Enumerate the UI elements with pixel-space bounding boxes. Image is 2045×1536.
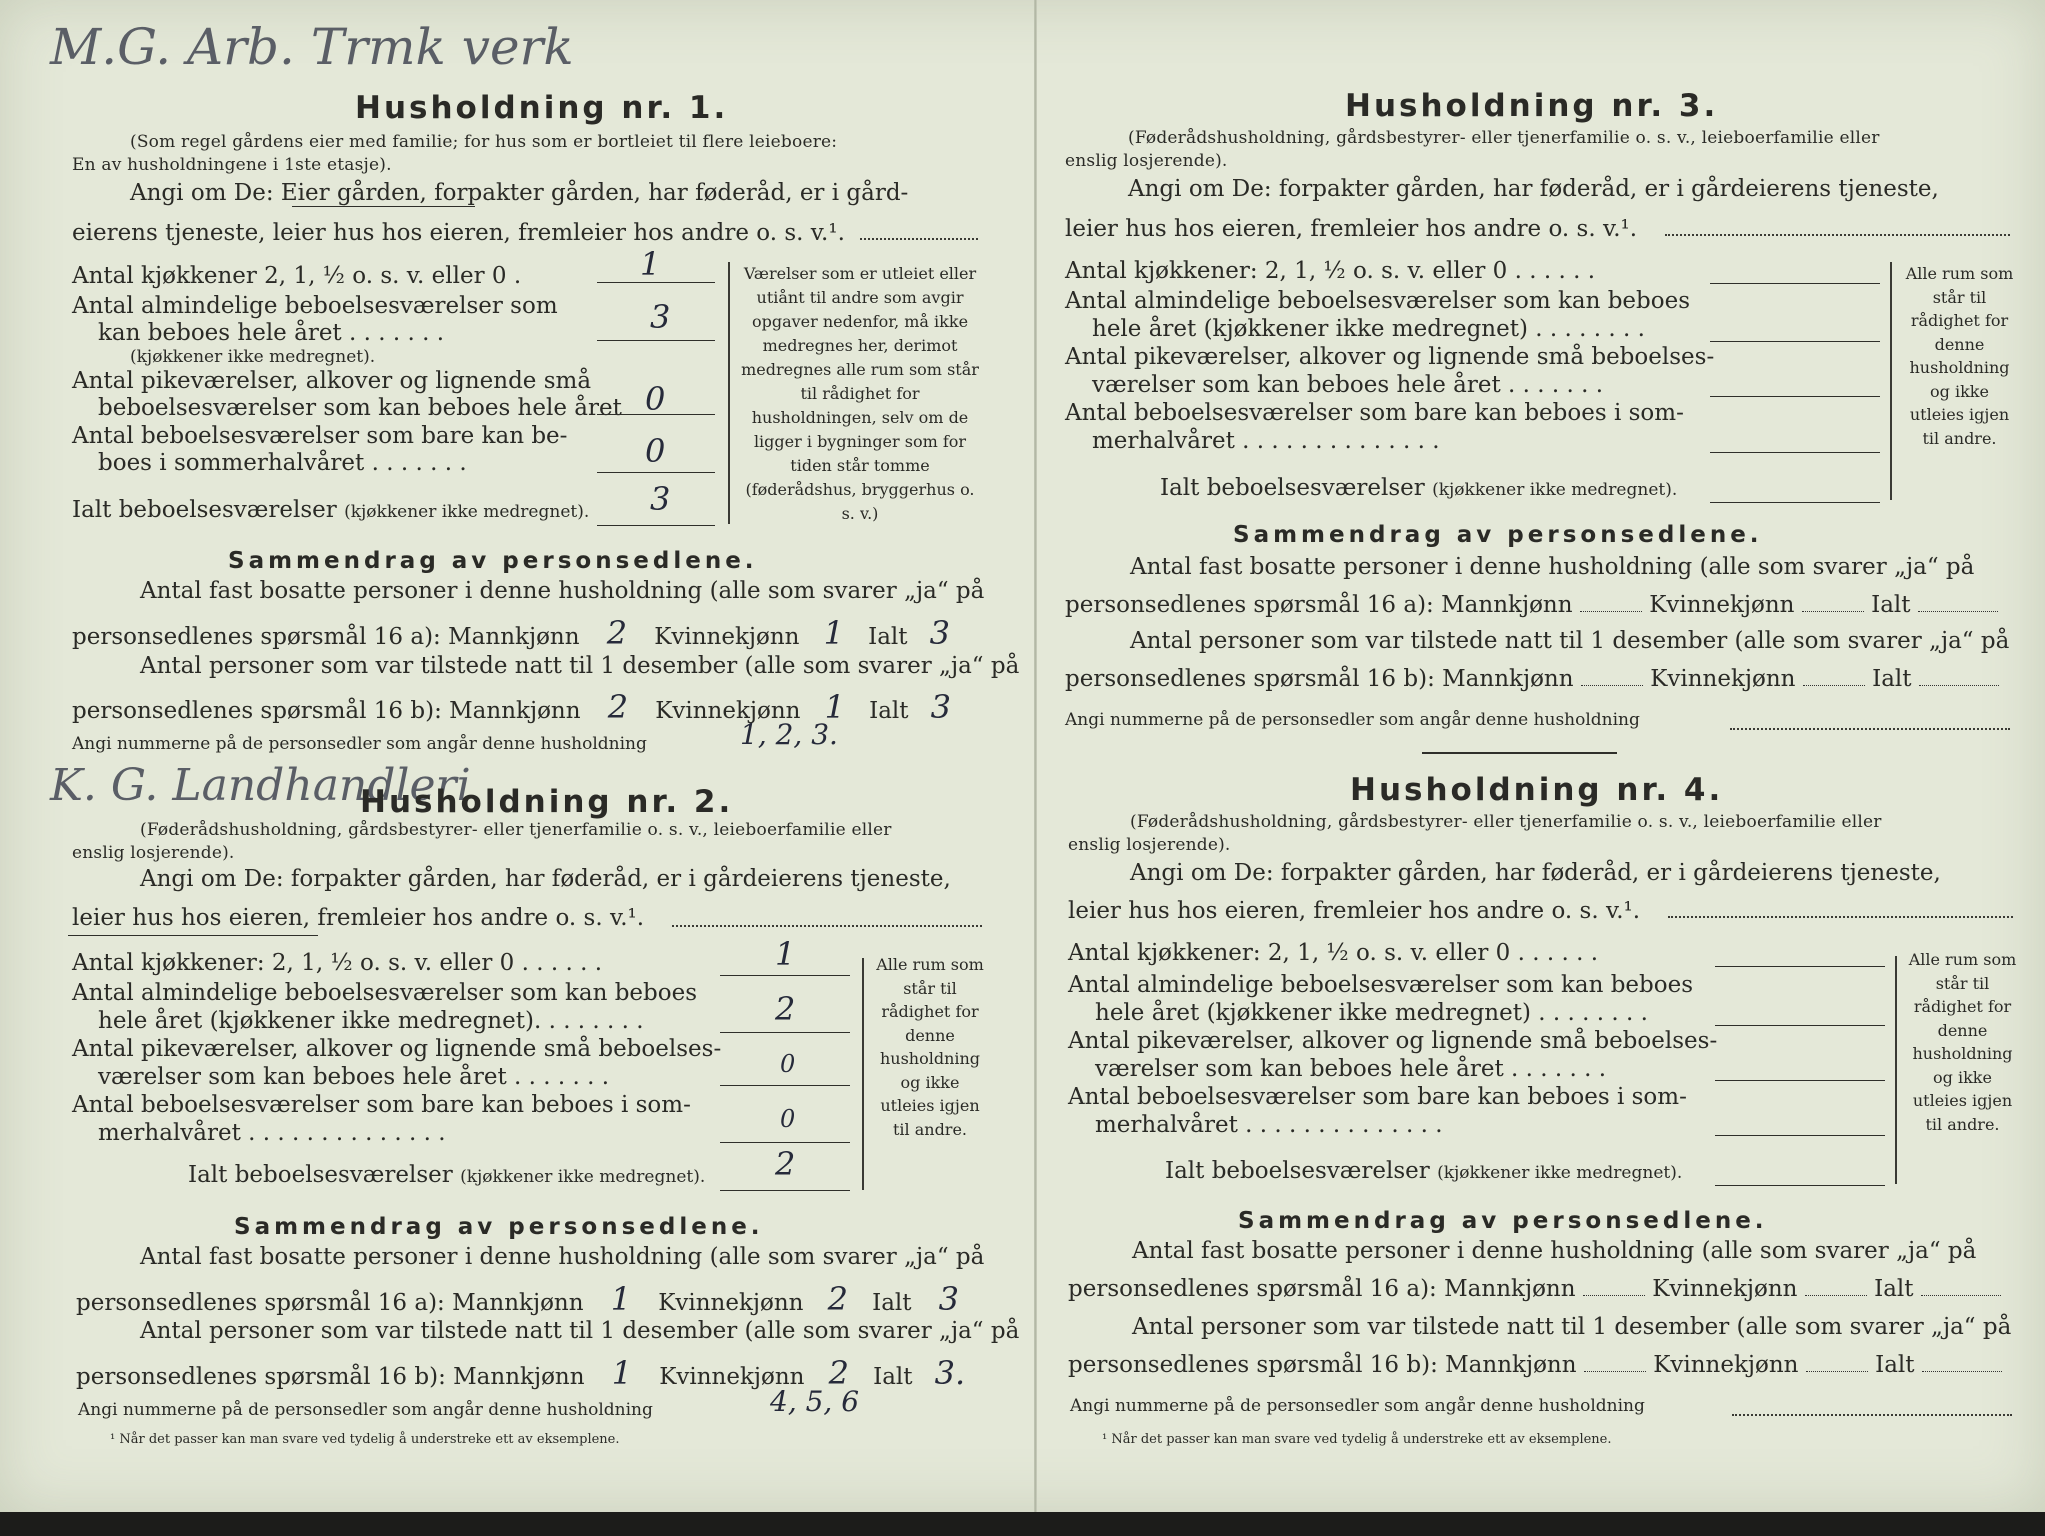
- h2-s1-female-label: Kvinnekjønn: [658, 1290, 804, 1316]
- h4-total-label: Ialt beboelsesværelser: [1165, 1158, 1430, 1184]
- h3-total-label: Ialt beboelsesværelser: [1160, 475, 1425, 501]
- answer-line: [597, 414, 715, 415]
- h1-total-label: Ialt beboelsesværelser: [72, 497, 337, 523]
- household-1-sub2: En av husholdningene i 1ste etasje).: [72, 155, 392, 175]
- household-4-sub2: enslig losjerende).: [1068, 835, 1231, 855]
- h3-row-small-rooms-a: Antal pikeværelser, alkover og lignende små beboelses-: [1065, 344, 1715, 370]
- answer-line: [1715, 1080, 1885, 1081]
- household-1-sub1: (Som regel gårdens eier med familie; for hus som er bortleiet til flere leieboere:: [130, 132, 838, 152]
- h4-s2-male-blank: [1584, 1371, 1646, 1372]
- h3-summary-line1a: Antal fast bosatte personer i denne husholdning (alle som svarer „ja“ på: [1130, 554, 1975, 580]
- h3-s2-total-blank: [1919, 685, 1999, 686]
- h2-side-note: Alle rum som står til rådighet for denne husholdning og ikke utleies igjen til andre.: [876, 955, 984, 1139]
- h2-value-kitchens: 1: [775, 935, 796, 973]
- h4-s2-female-label: Kvinnekjønn: [1653, 1352, 1799, 1378]
- h1-s1-female: 1: [823, 614, 844, 652]
- answer-line: [720, 975, 850, 976]
- household-3-title: Husholdning nr. 3.: [1345, 88, 1719, 124]
- h2-s1-female: 2: [827, 1280, 848, 1318]
- h3-numbers-label: Angi nummerne på de personsedler som angår denne husholdning: [1065, 710, 1640, 730]
- h3-row-small-rooms-b: værelser som kan beboes hele året . . . . . . .: [1092, 372, 1604, 398]
- h2-row-summer-rooms-b: merhalvåret . . . . . . . . . . . . . .: [98, 1120, 446, 1146]
- h1-s2-female: 1: [824, 688, 845, 726]
- h3-s1-total-label: Ialt: [1871, 592, 1911, 618]
- h1-row-small-rooms-b: beboelsesværelser som kan beboes hele året: [98, 395, 622, 421]
- h2-numbers-value: 4, 5, 6: [770, 1385, 860, 1418]
- h4-row-common-rooms-a: Antal almindelige beboelsesværelser som kan beboes: [1068, 972, 1694, 998]
- h2-row-common-rooms-b: hele året (kjøkkener ikke medregnet). . . . . . . .: [98, 1008, 644, 1034]
- household-1-title: Husholdning nr. 1.: [355, 90, 729, 126]
- household-3-question-b: leier hus hos eieren, fremleier hos andre o. s. v.¹.: [1065, 216, 1638, 242]
- answer-line: [1715, 1185, 1885, 1186]
- h2-s2-label: personsedlenes spørsmål 16 b): Mannkjønn: [76, 1364, 585, 1390]
- underline-eier-garden: [292, 206, 475, 207]
- h1-s1-male: 2: [606, 614, 628, 652]
- h3-s2-female-label: Kvinnekjønn: [1650, 666, 1796, 692]
- h1-summary-line2a: Antal personer som var tilstede natt til 1 desember (alle som svarer „ja“ på: [140, 653, 1020, 679]
- h2-summary-line2a: Antal personer som var tilstede natt til 1 desember (alle som svarer „ja“ på: [140, 1318, 1020, 1344]
- h1-value-total: 3: [650, 480, 671, 518]
- h1-s2-total-label: Ialt: [869, 698, 909, 724]
- h4-total-note: (kjøkkener ikke medregnet).: [1437, 1163, 1683, 1183]
- h4-summary-line2a: Antal personer som var tilstede natt til 1 desember (alle som svarer „ja“ på: [1132, 1314, 2012, 1340]
- household-2-title: Husholdning nr. 2.: [360, 784, 734, 820]
- household-3-sub2: enslig losjerende).: [1065, 151, 1228, 171]
- h1-total-note: (kjøkkener ikke medregnet).: [344, 502, 590, 522]
- h4-row-summer-rooms-b: merhalvåret . . . . . . . . . . . . . .: [1095, 1112, 1443, 1138]
- left-page: [0, 0, 1030, 1512]
- h3-summary-title: Sammendrag av personsedlene.: [1233, 522, 1763, 548]
- h2-s2-male: 1: [611, 1354, 633, 1392]
- h4-s1-female-label: Kvinnekjønn: [1652, 1276, 1798, 1302]
- h3-s1-male-blank: [1580, 611, 1642, 612]
- h2-summary-line1b: [76, 1280, 979, 1318]
- h2-total-label: Ialt beboelsesværelser: [188, 1162, 453, 1188]
- h4-summary-line1b: [1068, 1276, 2001, 1302]
- side-brace: [1890, 262, 1892, 500]
- h2-row-summer-rooms-a: Antal beboelsesværelser som bare kan beboes i som-: [72, 1092, 691, 1118]
- right-page: [1040, 0, 2045, 1512]
- h1-s2-label: personsedlenes spørsmål 16 b): Mannkjønn: [72, 698, 581, 724]
- h1-s2-total: 3: [930, 688, 952, 726]
- answer-line: [1710, 283, 1880, 284]
- h1-value-common-rooms: 3: [650, 298, 671, 336]
- section-divider: [1422, 752, 1617, 754]
- side-brace: [862, 958, 864, 1190]
- household-2-sub1: (Føderådshusholdning, gårdsbestyrer- eller tjenerfamilie o. s. v., leieboerfamilie eller: [140, 820, 892, 840]
- answer-line: [1668, 916, 2013, 918]
- h2-value-common-rooms: 2: [775, 990, 796, 1028]
- h4-s1-male-blank: [1583, 1295, 1645, 1296]
- h3-s1-female-label: Kvinnekjønn: [1649, 592, 1795, 618]
- answer-line: [672, 925, 982, 927]
- h3-side-note: Alle rum som står til rådighet for denne husholdning og ikke utleies igjen til andre.: [1905, 264, 2014, 448]
- h1-numbers-value: 1, 2, 3.: [740, 718, 838, 751]
- h3-row-total: [1160, 475, 1677, 501]
- answer-line: [1665, 234, 2010, 236]
- h4-s2-female-blank: [1806, 1371, 1868, 1372]
- answer-line: [1710, 396, 1880, 397]
- h2-row-total: [188, 1162, 705, 1188]
- h2-s2-total: 3.: [934, 1354, 966, 1392]
- answer-line: [1710, 502, 1880, 503]
- h2-row-kitchens: Antal kjøkkener: 2, 1, ½ o. s. v. eller 0 . . . . . .: [72, 950, 603, 976]
- h1-s2-male: 2: [607, 688, 629, 726]
- h2-s2-total-label: Ialt: [873, 1364, 913, 1390]
- h1-numbers-label: Angi nummerne på de personsedler som angår denne husholdning: [72, 734, 647, 754]
- h4-summary-line1a: Antal fast bosatte personer i denne husholdning (alle som svarer „ja“ på: [1132, 1238, 1977, 1264]
- h1-s2-female-label: Kvinnekjønn: [655, 698, 801, 724]
- answer-line: [597, 340, 715, 341]
- h1-s1-label: personsedlenes spørsmål 16 a): Mannkjønn: [72, 624, 580, 650]
- answer-line: [597, 525, 715, 526]
- h2-s1-total-label: Ialt: [872, 1290, 912, 1316]
- h2-s2-female: 2: [828, 1354, 849, 1392]
- h4-s1-total-label: Ialt: [1874, 1276, 1914, 1302]
- household-4-sub1: (Føderådshusholdning, gårdsbestyrer- eller tjenerfamilie o. s. v., leieboerfamilie eller: [1130, 812, 1882, 832]
- h2-value-summer-rooms: 0: [780, 1105, 796, 1133]
- h1-row-kitchens: Antal kjøkkener 2, 1, ½ o. s. v. eller 0 .: [72, 263, 522, 289]
- h3-row-common-rooms-b: hele året (kjøkkener ikke medregnet) . . . . . . . .: [1092, 316, 1645, 342]
- h4-row-summer-rooms-a: Antal beboelsesværelser som bare kan beboes i som-: [1068, 1084, 1687, 1110]
- h2-s1-male: 1: [610, 1280, 632, 1318]
- h2-s2-female-label: Kvinnekjønn: [659, 1364, 805, 1390]
- household-2-question-b: leier hus hos eieren, fremleier hos andre o. s. v.¹.: [72, 905, 645, 931]
- answer-line: [1715, 1025, 1885, 1026]
- h4-row-common-rooms-b: hele året (kjøkkener ikke medregnet) . . . . . . . .: [1095, 1000, 1648, 1026]
- h1-row-common-rooms-a: Antal almindelige beboelsesværelser som: [72, 293, 558, 319]
- h3-summary-line2a: Antal personer som var tilstede natt til 1 desember (alle som svarer „ja“ på: [1130, 628, 2010, 654]
- h1-s1-total: 3: [929, 614, 951, 652]
- h2-numbers-label: Angi nummerne på de personsedler som angår denne husholdning: [78, 1400, 653, 1420]
- h1-value-kitchens: 1: [640, 245, 661, 283]
- side-brace: [728, 262, 730, 524]
- h4-s1-female-blank: [1805, 1295, 1867, 1296]
- right-footnote: ¹ Når det passer kan man svare ved tydelig å understreke ett av eksemplene.: [1102, 1432, 1612, 1447]
- h1-value-summer-rooms: 0: [645, 432, 666, 470]
- h1-row-common-rooms-b: kan beboes hele året . . . . . . .: [98, 320, 445, 346]
- h1-side-note: Værelser som er utleiet eller utiånt til andre som avgir opgaver nedenfor, må ikke medregnes her, derimot medregnes alle rum som står til rådighet for husholdningen, selv om de ligger i bygninger som for tiden står tomme (føderådshus, bryggerhus o. s. v.): [741, 264, 979, 523]
- left-footnote: ¹ Når det passer kan man svare ved tydelig å understreke ett av eksemplene.: [110, 1432, 620, 1447]
- h1-s1-total-label: Ialt: [868, 624, 908, 650]
- h4-summary-line2b: [1068, 1352, 2002, 1378]
- h1-row-small-rooms-a: Antal pikeværelser, alkover og lignende små: [72, 368, 592, 394]
- household-4-question-a: Angi om De: forpakter gården, har føderåd, er i gårdeierens tjeneste,: [1130, 860, 1941, 886]
- h4-s2-total-label: Ialt: [1875, 1352, 1915, 1378]
- answer-line: [1715, 1135, 1885, 1136]
- household-2-sub2: enslig losjerende).: [72, 843, 235, 863]
- household-3-sub1: (Føderådshusholdning, gårdsbestyrer- eller tjenerfamilie o. s. v., leieboerfamilie eller: [1128, 128, 1880, 148]
- answer-line: [1730, 728, 2010, 730]
- h3-s1-total-blank: [1918, 611, 1998, 612]
- h4-s1-label: personsedlenes spørsmål 16 a): Mannkjønn: [1068, 1276, 1576, 1302]
- h4-s2-label: personsedlenes spørsmål 16 b): Mannkjønn: [1068, 1352, 1577, 1378]
- h3-summary-line2b: [1065, 666, 1999, 692]
- answer-line: [720, 1032, 850, 1033]
- h1-s1-female-label: Kvinnekjønn: [654, 624, 800, 650]
- h3-s2-male-blank: [1581, 685, 1643, 686]
- h2-summary-title: Sammendrag av personsedlene.: [234, 1214, 764, 1240]
- answer-line: [597, 282, 715, 283]
- h2-value-small-rooms: 0: [780, 1050, 796, 1078]
- h4-row-small-rooms-a: Antal pikeværelser, alkover og lignende små beboelses-: [1068, 1028, 1718, 1054]
- household-3-question-a: Angi om De: forpakter gården, har føderåd, er i gårdeierens tjeneste,: [1128, 176, 1939, 202]
- h1-summary-line1a: Antal fast bosatte personer i denne husholdning (alle som svarer „ja“ på: [140, 578, 985, 604]
- answer-line: [720, 1142, 850, 1143]
- answer-line: [1732, 1414, 2012, 1416]
- side-brace: [1895, 956, 1897, 1184]
- header-handwriting: M.G. Arb. Trmk verk: [50, 18, 574, 76]
- h4-s2-total-blank: [1922, 1371, 2002, 1372]
- answer-line: [597, 472, 715, 473]
- answer-line: [1710, 452, 1880, 453]
- h3-row-kitchens: Antal kjøkkener: 2, 1, ½ o. s. v. eller 0 . . . . . .: [1065, 258, 1596, 284]
- h2-row-small-rooms-a: Antal pikeværelser, alkover og lignende små beboelses-: [72, 1036, 722, 1062]
- household-2-question-a: Angi om De: forpakter gården, har føderåd, er i gårdeierens tjeneste,: [140, 866, 951, 892]
- h4-row-kitchens: Antal kjøkkener: 2, 1, ½ o. s. v. eller 0 . . . . . .: [1068, 940, 1599, 966]
- h3-s2-label: personsedlenes spørsmål 16 b): Mannkjønn: [1065, 666, 1574, 692]
- h3-s2-female-blank: [1803, 685, 1865, 686]
- h1-value-small-rooms: 0: [645, 380, 666, 418]
- h1-summary-line1b: [72, 614, 965, 652]
- h3-s2-total-label: Ialt: [1872, 666, 1912, 692]
- h2-s1-total: 3: [938, 1280, 960, 1318]
- h2-row-common-rooms-a: Antal almindelige beboelsesværelser som kan beboes: [72, 980, 698, 1006]
- h4-row-total: [1165, 1158, 1682, 1184]
- h4-side-note: Alle rum som står til rådighet for denne husholdning og ikke utleies igjen til andre.: [1908, 950, 2017, 1134]
- answer-line: [1710, 341, 1880, 342]
- h1-row-summer-rooms-a: Antal beboelsesværelser som bare kan be-: [72, 423, 568, 449]
- h2-value-total: 2: [775, 1145, 796, 1183]
- answer-line: [1715, 966, 1885, 967]
- household-4-question-b: leier hus hos eieren, fremleier hos andre o. s. v.¹.: [1068, 898, 1641, 924]
- h4-s1-total-blank: [1921, 1295, 2001, 1296]
- page-fold: [1034, 0, 1037, 1512]
- answer-line: [720, 1190, 850, 1191]
- h1-row-summer-rooms-b: boes i sommerhalvåret . . . . . . .: [98, 450, 467, 476]
- household-1-question-b: eierens tjeneste, leier hus hos eieren, fremleier hos andre o. s. v.¹.: [72, 220, 845, 246]
- h3-row-summer-rooms-b: merhalvåret . . . . . . . . . . . . . .: [1092, 428, 1440, 454]
- household-2-handwriting: K. G. Landhandleri: [50, 760, 471, 811]
- answer-line: [720, 1085, 850, 1086]
- h4-numbers-label: Angi nummerne på de personsedler som angår denne husholdning: [1070, 1396, 1645, 1416]
- answer-line: [860, 238, 978, 240]
- h3-row-summer-rooms-a: Antal beboelsesværelser som bare kan beboes i som-: [1065, 400, 1684, 426]
- h3-summary-line1b: [1065, 592, 1998, 618]
- h1-row-common-rooms-c: (kjøkkener ikke medregnet).: [130, 347, 376, 367]
- h2-total-note: (kjøkkener ikke medregnet).: [460, 1167, 706, 1187]
- h3-row-common-rooms-a: Antal almindelige beboelsesværelser som kan beboes: [1065, 288, 1691, 314]
- h3-total-note: (kjøkkener ikke medregnet).: [1432, 480, 1678, 500]
- h1-summary-title: Sammendrag av personsedlene.: [228, 548, 758, 574]
- h4-summary-title: Sammendrag av personsedlene.: [1238, 1208, 1768, 1234]
- underline-leier-hus: [68, 935, 318, 936]
- household-4-title: Husholdning nr. 4.: [1350, 772, 1724, 808]
- h2-summary-line1a: Antal fast bosatte personer i denne husholdning (alle som svarer „ja“ på: [140, 1244, 985, 1270]
- h4-row-small-rooms-b: værelser som kan beboes hele året . . . . . . .: [1095, 1056, 1607, 1082]
- h2-s1-label: personsedlenes spørsmål 16 a): Mannkjønn: [76, 1290, 584, 1316]
- h1-row-total: [72, 497, 589, 523]
- h2-row-small-rooms-b: værelser som kan beboes hele året . . . . . . .: [98, 1064, 610, 1090]
- h3-s1-label: personsedlenes spørsmål 16 a): Mannkjønn: [1065, 592, 1573, 618]
- h3-s1-female-blank: [1802, 611, 1864, 612]
- household-1-question-a: Angi om De: Eier gården, forpakter gården, har føderåd, er i gård-: [130, 180, 909, 206]
